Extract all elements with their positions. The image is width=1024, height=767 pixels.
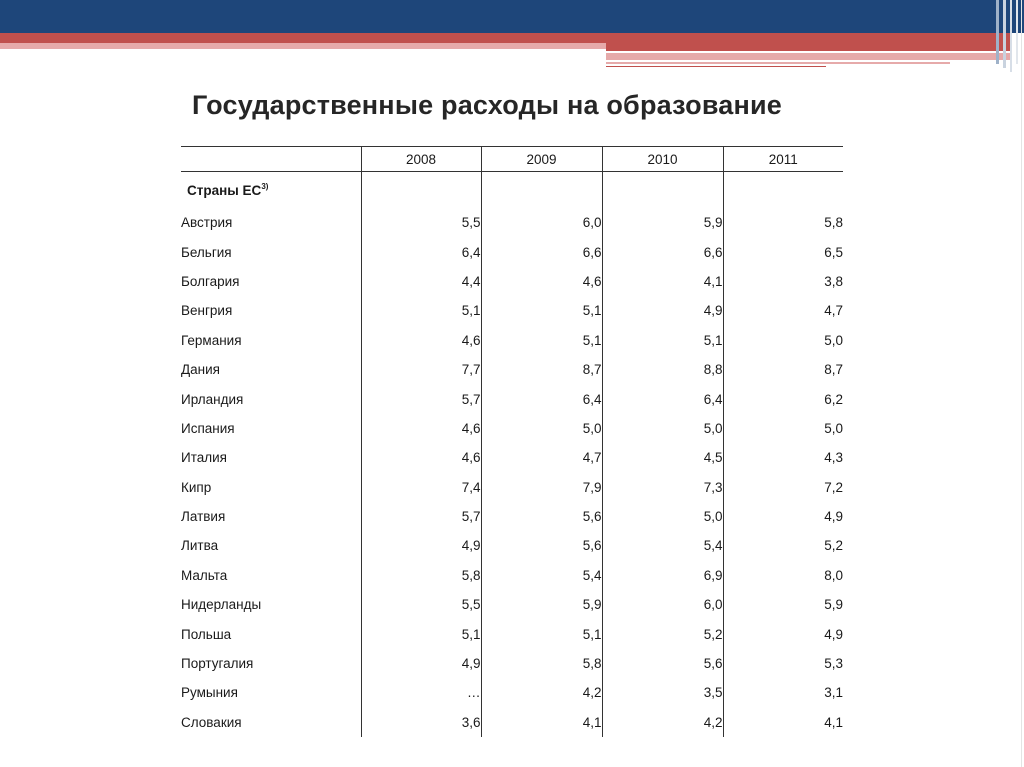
table-row [181, 237, 843, 266]
group-empty-cell [723, 172, 843, 209]
group-empty-cell [361, 172, 481, 209]
value-cell-2008: 6,4 [361, 237, 481, 266]
value-cell-2008: 3,6 [361, 708, 481, 737]
country-name: Бельгия [181, 244, 232, 260]
expenditure-table-container [181, 146, 843, 737]
header-stripe-1 [996, 0, 999, 64]
header-bar-navy [0, 0, 1024, 33]
value-cell-2009: 4,1 [481, 708, 602, 737]
value-cell-2009: 5,4 [481, 561, 602, 590]
value-cell-2008: 5,1 [361, 296, 481, 325]
header-year-2010: 2010 [602, 147, 723, 172]
country-name: Ирландия [181, 391, 244, 407]
value-cell-2010: 4,1 [602, 267, 723, 296]
value-cell-2008: 4,6 [361, 326, 481, 355]
header-bar-red-right [606, 43, 1010, 51]
value-cell-2009: 5,8 [481, 649, 602, 678]
table-row [181, 649, 843, 678]
table-header-row [181, 147, 843, 172]
country-name: Литва [181, 538, 219, 554]
header-year-2011: 2011 [723, 147, 843, 172]
value-cell-2009: 6,4 [481, 384, 602, 413]
table-row [181, 414, 843, 443]
table-row [181, 561, 843, 590]
value-cell-2008: 5,5 [361, 590, 481, 619]
value-cell-2011: 4,1 [723, 708, 843, 737]
table-row [181, 296, 843, 325]
value-cell-2011: 5,0 [723, 414, 843, 443]
value-cell-2010: 5,2 [602, 619, 723, 648]
value-cell-2011: 6,5 [723, 237, 843, 266]
value-cell-2010: 6,0 [602, 590, 723, 619]
country-name: Мальта [181, 567, 228, 583]
table-row [181, 326, 843, 355]
value-cell-2008: 4,4 [361, 267, 481, 296]
value-cell-2010: 4,2 [602, 708, 723, 737]
value-cell-2009: 5,6 [481, 531, 602, 560]
value-cell-2009: 4,7 [481, 443, 602, 472]
country-name: Польша [181, 626, 232, 642]
value-cell-2010: 5,0 [602, 502, 723, 531]
table-row [181, 590, 843, 619]
expenditure-table [181, 146, 843, 737]
value-cell-2008: 4,6 [361, 443, 481, 472]
group-empty-cell [481, 172, 602, 209]
table-row [181, 267, 843, 296]
country-name: Венгрия [181, 303, 233, 319]
group-label-text: Страны ЕС [187, 183, 262, 198]
value-cell-2010: 8,8 [602, 355, 723, 384]
country-name: Нидерланды [181, 597, 262, 613]
value-cell-2010: 4,9 [602, 296, 723, 325]
value-cell-2010: 5,9 [602, 208, 723, 237]
value-cell-2009: 4,6 [481, 267, 602, 296]
value-cell-2011: 3,1 [723, 678, 843, 707]
slide-right-edge [1021, 0, 1022, 767]
country-name: Австрия [181, 215, 233, 231]
group-label [181, 172, 361, 209]
group-row-eu [181, 172, 843, 209]
value-cell-2011: 5,3 [723, 649, 843, 678]
table-row [181, 208, 843, 237]
value-cell-2009: 5,1 [481, 619, 602, 648]
value-cell-2008: 5,7 [361, 502, 481, 531]
value-cell-2008: 5,5 [361, 208, 481, 237]
header-thin-line [606, 62, 950, 64]
country-name: Болгария [181, 273, 240, 289]
table-row [181, 531, 843, 560]
table-row [181, 678, 843, 707]
value-cell-2009: 5,0 [481, 414, 602, 443]
value-cell-2011: 5,9 [723, 590, 843, 619]
table-row [181, 384, 843, 413]
value-cell-2010: 5,0 [602, 414, 723, 443]
value-cell-2009: 5,9 [481, 590, 602, 619]
value-cell-2009: 7,9 [481, 473, 602, 502]
group-footnote: 3) [261, 182, 269, 191]
table-row [181, 443, 843, 472]
value-cell-2008: 4,9 [361, 531, 481, 560]
header-year-2009: 2009 [481, 147, 602, 172]
value-cell-2008: 7,7 [361, 355, 481, 384]
header-bar-pink-right [606, 53, 1010, 60]
value-cell-2010: 5,1 [602, 326, 723, 355]
value-cell-2008: 7,4 [361, 473, 481, 502]
value-cell-2011: 4,7 [723, 296, 843, 325]
value-cell-2011: 8,7 [723, 355, 843, 384]
table-row [181, 502, 843, 531]
value-cell-2008: 5,1 [361, 619, 481, 648]
header-stripe-4 [1016, 0, 1018, 64]
country-name: Словакия [181, 714, 242, 730]
value-cell-2009: 5,1 [481, 296, 602, 325]
table-row [181, 355, 843, 384]
value-cell-2010: 6,6 [602, 237, 723, 266]
value-cell-2009: 5,6 [481, 502, 602, 531]
value-cell-2010: 7,3 [602, 473, 723, 502]
table-row [181, 708, 843, 737]
group-empty-cell [602, 172, 723, 209]
header-bar-pink [0, 43, 606, 49]
value-cell-2009: 5,1 [481, 326, 602, 355]
page-title: Государственные расходы на образование [192, 90, 782, 120]
value-cell-2010: 5,6 [602, 649, 723, 678]
value-cell-2010: 5,4 [602, 531, 723, 560]
header-year-2008: 2008 [361, 147, 481, 172]
header-thin-line-2 [606, 66, 826, 67]
value-cell-2011: 4,9 [723, 502, 843, 531]
value-cell-2011: 8,0 [723, 561, 843, 590]
value-cell-2010: 6,9 [602, 561, 723, 590]
country-name: Дания [181, 362, 220, 378]
country-name: Испания [181, 420, 235, 436]
value-cell-2011: 3,8 [723, 267, 843, 296]
value-cell-2011: 5,8 [723, 208, 843, 237]
value-cell-2011: 7,2 [723, 473, 843, 502]
country-name: Германия [181, 332, 242, 348]
table-row [181, 473, 843, 502]
header-blank-cell [181, 147, 361, 172]
value-cell-2009: 4,2 [481, 678, 602, 707]
table-row [181, 619, 843, 648]
value-cell-2011: 5,2 [723, 531, 843, 560]
value-cell-2008: 5,8 [361, 561, 481, 590]
value-cell-2008: 5,7 [361, 384, 481, 413]
country-name: Италия [181, 450, 227, 466]
header-stripe-2 [1003, 0, 1006, 68]
country-name: Румыния [181, 685, 238, 701]
value-cell-2008: 4,9 [361, 649, 481, 678]
value-cell-2010: 4,5 [602, 443, 723, 472]
value-cell-2011: 4,3 [723, 443, 843, 472]
country-name: Кипр [181, 479, 212, 495]
value-cell-2008: … [361, 678, 481, 707]
header-stripe-3 [1010, 0, 1012, 72]
country-name: Латвия [181, 509, 226, 525]
country-name: Португалия [181, 656, 254, 672]
value-cell-2009: 8,7 [481, 355, 602, 384]
value-cell-2008: 4,6 [361, 414, 481, 443]
value-cell-2011: 4,9 [723, 619, 843, 648]
value-cell-2010: 3,5 [602, 678, 723, 707]
header-bar-red [0, 33, 1010, 43]
value-cell-2009: 6,6 [481, 237, 602, 266]
value-cell-2009: 6,0 [481, 208, 602, 237]
value-cell-2011: 5,0 [723, 326, 843, 355]
value-cell-2011: 6,2 [723, 384, 843, 413]
value-cell-2010: 6,4 [602, 384, 723, 413]
